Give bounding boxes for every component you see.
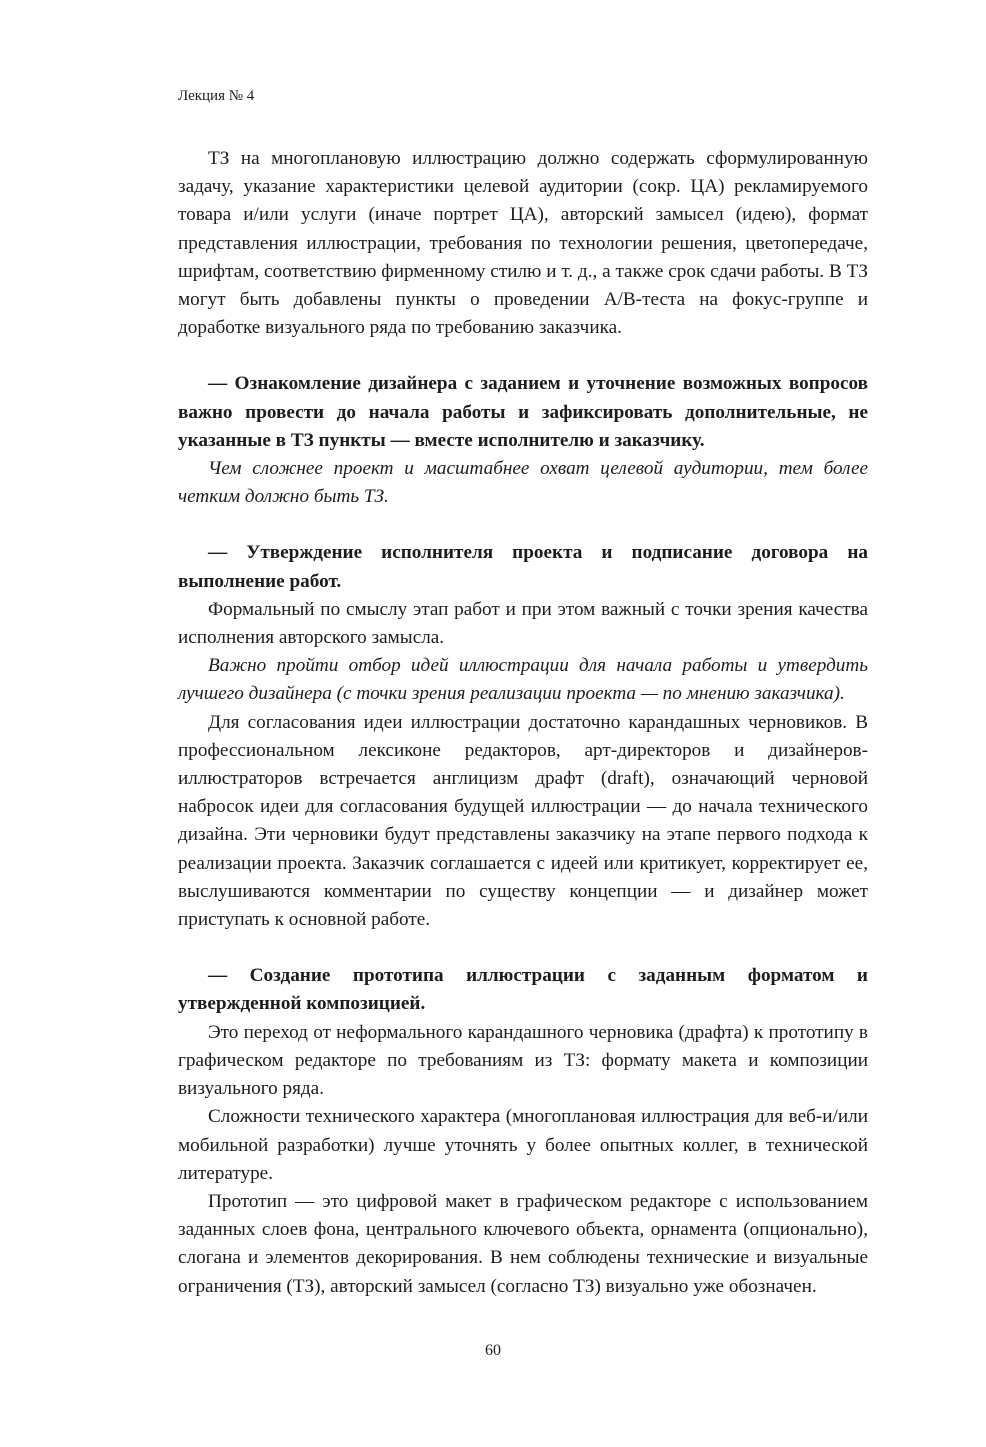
section-heading: — Ознакомление дизайнера с заданием и уточнение возможных вопросов важно провести до начала работы и зафиксировать дополнительные, не указанные в ТЗ пункты — вместе исполнителю и заказчику. [178, 373, 868, 451]
text-body [178, 145, 868, 1301]
page-number: 60 [485, 1342, 501, 1359]
italic-note: Важно пройти отбор идей иллюстрации для начала работы и утвердить лучшего дизайнера (с точки зрения реализации проекта — по мнению заказчика). [178, 655, 868, 705]
paragraph: Для согласования идеи иллюстрации достаточно карандашных черновиков. В профессиональном лексиконе редакторов, арт-директоров и дизайнеров-иллюстраторов встречается англицизм драфт (draft), означающий черновой набросок идеи для согласования будущей иллюстрации — до начала технического дизайна. Эти черновики будут представлены заказчику на этапе первого подхода к реализации проекта. Заказчик соглашается с идеей или критикует, корректирует ее, выслушиваются комментарии по существу концепции — и дизайнер может приступать к основной работе. [178, 711, 868, 931]
paragraph: Формальный по смыслу этап работ и при этом важный с точки зрения качества исполнения авторского замысла. [178, 598, 868, 649]
section-heading: — Создание прототипа иллюстрации с заданным форматом и утвержденной композицией. [178, 965, 868, 1015]
paragraph: ТЗ на многоплановую иллюстрацию должно содержать сформулированную задачу, указание характеристики целевой аудитории (сокр. ЦА) рекламируемого товара и/или услуги (иначе портрет ЦА), авторский замысел (идею), формат представления иллюстрации, требования по технологии решения, цветопередаче, шрифтам, соответствию фирменному стилю и т. д., а также срок сдачи работы. В ТЗ могут быть добавлены пункты о проведении A/B-теста на фокус-группе и доработке визуального ряда по требованию заказчика. [178, 148, 868, 339]
section-heading: — Утверждение исполнителя проекта и подписание договора на выполнение работ. [178, 542, 868, 592]
running-header: Лекция № 4 [178, 88, 255, 104]
paragraph: Это переход от неформального карандашного черновика (драфта) к прототипу в графическом редакторе по требованиям из ТЗ: формату макета и композиции визуального ряда. [178, 1021, 868, 1100]
paragraph: Прототип — это цифровой макет в графическом редакторе с использованием заданных слоев фона, центрального ключевого объекта, орнамента (опционально), слогана и элементов декорирования. В нем соблюдены технические и визуальные ограничения (ТЗ), авторский замысел (согласно ТЗ) визуально уже обозначен. [178, 1190, 868, 1297]
italic-note: Чем сложнее проект и масштабнее охват целевой аудитории, тем более четким должно быть ТЗ. [178, 458, 868, 508]
paragraph: Сложности технического характера (многоплановая иллюстрация для веб-и/или мобильной разработки) лучше уточнять у более опытных коллег, в технической литературе. [178, 1106, 868, 1184]
